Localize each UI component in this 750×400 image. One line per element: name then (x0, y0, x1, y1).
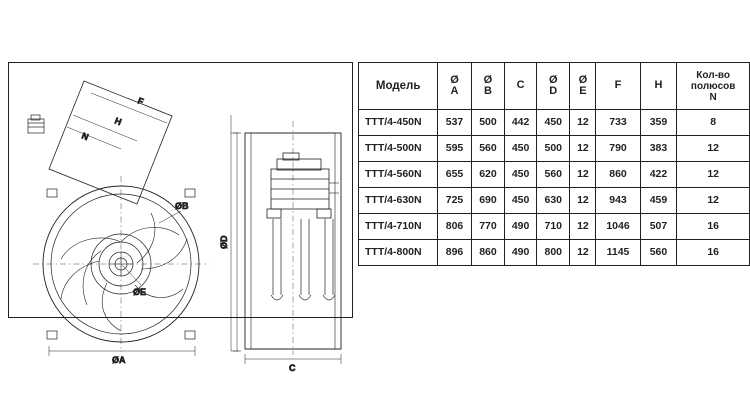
cell-c: 490 (505, 240, 537, 266)
header-poles-line1: Кол-во (696, 69, 731, 81)
specifications-table (358, 62, 750, 266)
dim-label-f: F (136, 95, 146, 107)
cell-e: 12 (570, 136, 596, 162)
cell-f: 1046 (596, 214, 640, 240)
header-c: C (505, 63, 537, 110)
cell-d: 500 (537, 136, 570, 162)
dim-label-dia-a: ØA (112, 355, 126, 365)
cell-b: 500 (471, 110, 504, 136)
cell-poles: 16 (677, 214, 750, 240)
header-e (570, 63, 596, 110)
fan-drawing-panel (8, 62, 353, 373)
cell-h: 422 (640, 162, 677, 188)
cell-b: 690 (471, 188, 504, 214)
cell-model: ТТТ/4-450N (359, 110, 438, 136)
cell-h: 359 (640, 110, 677, 136)
cell-c: 450 (505, 136, 537, 162)
cell-h: 560 (640, 240, 677, 266)
cell-a: 655 (438, 162, 471, 188)
cell-e: 12 (570, 162, 596, 188)
cell-a: 896 (438, 240, 471, 266)
cell-a: 806 (438, 214, 471, 240)
cell-a: 595 (438, 136, 471, 162)
cell-f: 860 (596, 162, 640, 188)
cell-c: 442 (505, 110, 537, 136)
header-h: H (640, 63, 677, 110)
table-row (359, 110, 750, 136)
cell-f: 943 (596, 188, 640, 214)
table-header (359, 63, 750, 110)
dim-label-h: H (113, 115, 123, 128)
cell-model: ТТТ/4-500N (359, 136, 438, 162)
cell-e: 12 (570, 214, 596, 240)
cell-model: ТТТ/4-800N (359, 240, 438, 266)
cell-e: 12 (570, 110, 596, 136)
cell-c: 450 (505, 188, 537, 214)
cell-f: 733 (596, 110, 640, 136)
header-a (438, 63, 471, 110)
cell-c: 490 (505, 214, 537, 240)
dim-label-dia-b: ØB (175, 201, 189, 211)
dim-label-dia-e: ØE (133, 287, 147, 297)
table-row (359, 136, 750, 162)
table-body (359, 110, 750, 266)
cell-d: 450 (537, 110, 570, 136)
cell-poles: 16 (677, 240, 750, 266)
header-e-symbol: Ø (578, 73, 588, 86)
header-d (537, 63, 570, 110)
cell-poles: 12 (677, 188, 750, 214)
cell-a: 725 (438, 188, 471, 214)
header-poles-line3: N (709, 91, 717, 103)
cell-b: 770 (471, 214, 504, 240)
table-row (359, 188, 750, 214)
dim-label-dia-d: ØD (219, 235, 229, 249)
cell-d: 630 (537, 188, 570, 214)
cell-poles: 12 (677, 136, 750, 162)
cell-poles: 8 (677, 110, 750, 136)
cell-h: 383 (640, 136, 677, 162)
table-header-row (359, 63, 750, 110)
header-d-letter: D (549, 85, 558, 97)
dim-label-n: N (80, 130, 90, 143)
cell-f: 1145 (596, 240, 640, 266)
header-f: F (596, 63, 640, 110)
cell-b: 620 (471, 162, 504, 188)
cell-d: 800 (537, 240, 570, 266)
cell-b: 560 (471, 136, 504, 162)
header-poles (677, 63, 750, 110)
cell-h: 507 (640, 214, 677, 240)
cell-a: 537 (438, 110, 471, 136)
cell-d: 710 (537, 214, 570, 240)
header-b-letter: B (483, 85, 492, 97)
header-e-letter: E (579, 85, 587, 97)
header-a-letter: A (450, 85, 459, 97)
cell-c: 450 (505, 162, 537, 188)
cell-model: ТТТ/4-630N (359, 188, 438, 214)
cell-e: 12 (570, 240, 596, 266)
cell-poles: 12 (677, 162, 750, 188)
cell-model: ТТТ/4-560N (359, 162, 438, 188)
header-poles-line2: полюсов (690, 80, 736, 92)
header-a-symbol: Ø (450, 73, 459, 86)
cell-model: ТТТ/4-710N (359, 214, 438, 240)
header-d-symbol: Ø (548, 73, 558, 86)
cell-d: 560 (537, 162, 570, 188)
dim-label-c: C (289, 363, 296, 373)
cell-e: 12 (570, 188, 596, 214)
header-b (471, 63, 504, 110)
cell-f: 790 (596, 136, 640, 162)
fan-drawing-svg (9, 63, 352, 373)
table-row (359, 162, 750, 188)
table-row (359, 214, 750, 240)
header-b-symbol: Ø (483, 73, 493, 86)
header-model: Модель (359, 63, 438, 110)
cell-b: 860 (471, 240, 504, 266)
table-row (359, 240, 750, 266)
cell-h: 459 (640, 188, 677, 214)
